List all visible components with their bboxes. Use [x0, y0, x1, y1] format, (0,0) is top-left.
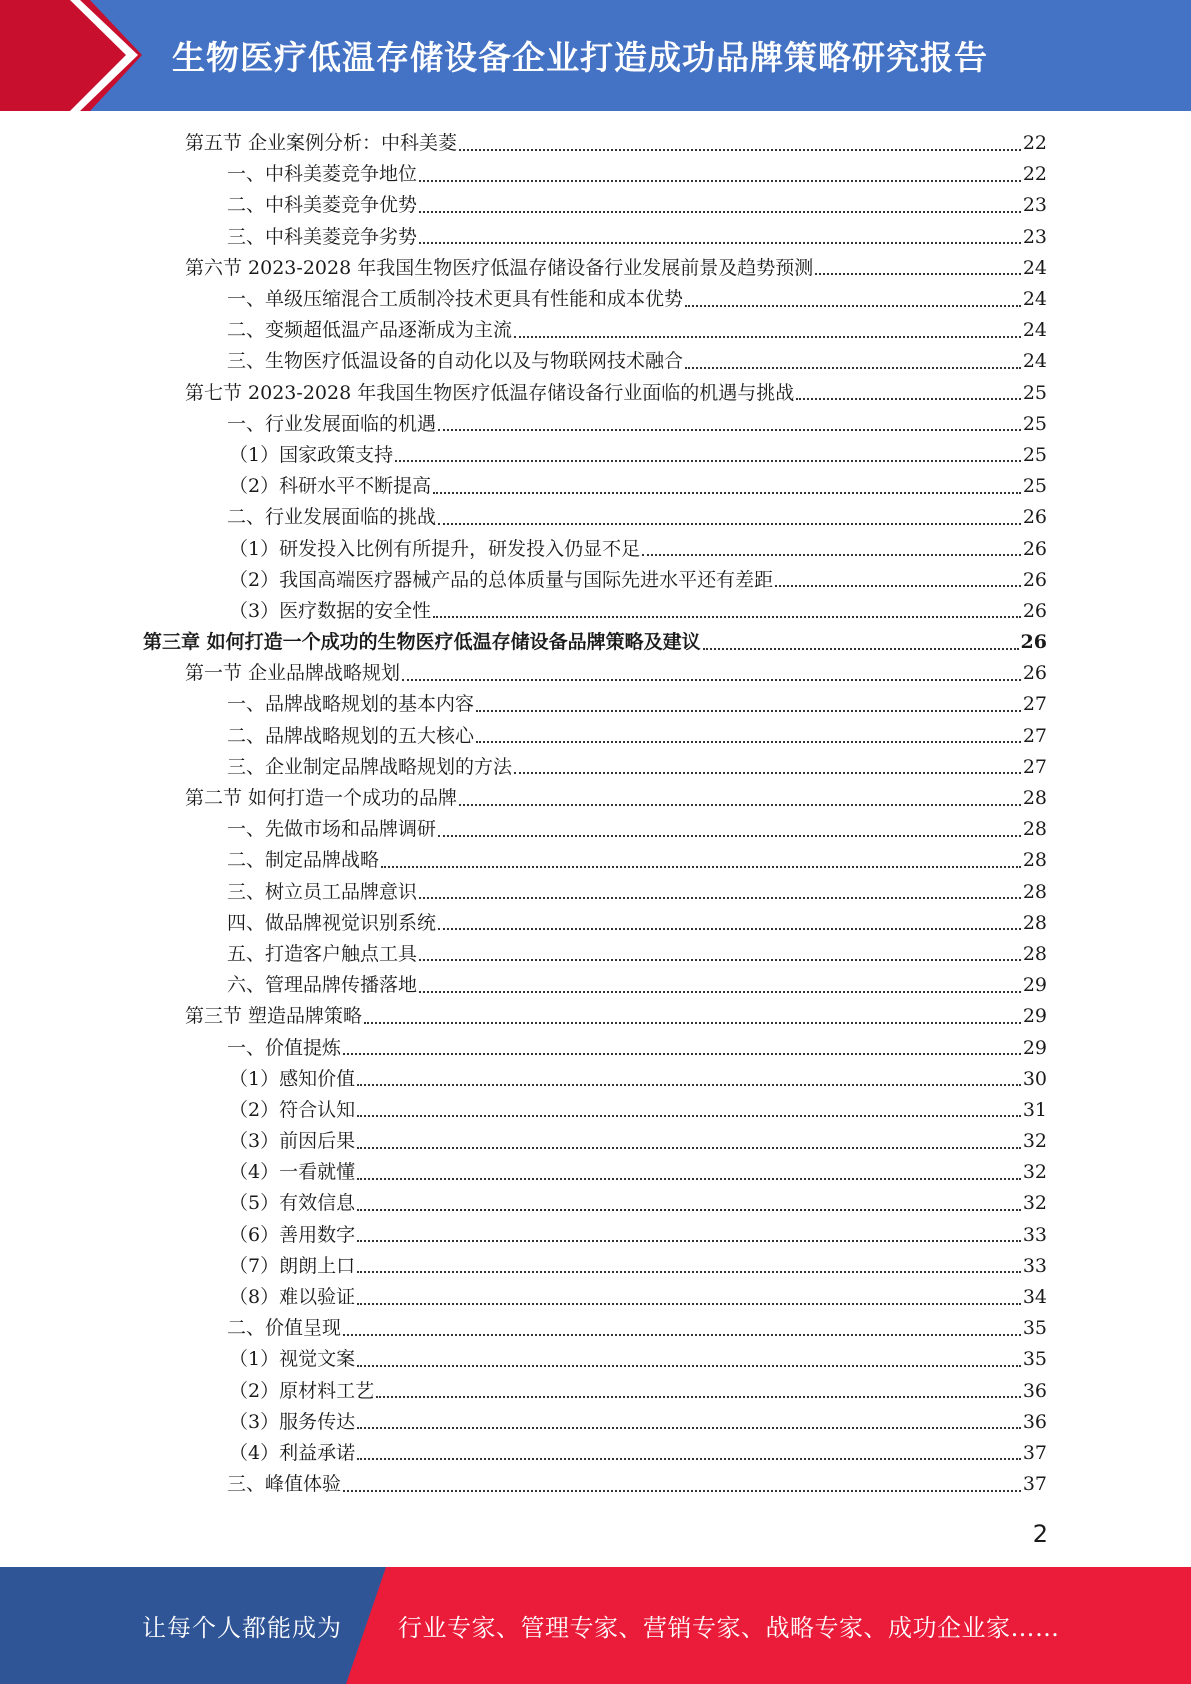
toc-entry[interactable] — [0, 1095, 1191, 1126]
toc-entry-page: 29 — [1022, 1005, 1047, 1028]
toc-entry[interactable] — [0, 845, 1191, 876]
toc-entry-page: 26 — [1022, 599, 1047, 622]
toc-entry-page: 29 — [1022, 1036, 1047, 1059]
toc-entry[interactable] — [0, 1126, 1191, 1157]
toc-entry-page: 25 — [1022, 381, 1047, 404]
toc-entry-page: 25 — [1022, 412, 1047, 435]
toc-entry-label: 四、做品牌视觉识别系统 — [227, 911, 437, 934]
toc-entry-page: 25 — [1022, 475, 1047, 498]
toc-entry-label: （3）服务传达 — [229, 1410, 356, 1433]
toc-entry-label: 二、行业发展面临的挑战 — [227, 506, 437, 529]
toc-entry-page: 28 — [1022, 880, 1047, 903]
toc-entry[interactable] — [0, 440, 1191, 471]
toc-dot-leader — [364, 1022, 1021, 1024]
toc-dot-leader — [357, 1240, 1021, 1242]
toc-entry-page: 31 — [1022, 1098, 1047, 1121]
toc-dot-leader — [357, 1115, 1021, 1117]
toc-dot-leader — [357, 1084, 1021, 1086]
toc-entry-page: 28 — [1022, 849, 1047, 872]
toc-dot-leader — [796, 398, 1021, 400]
page-footer — [0, 1567, 1191, 1684]
toc-entry-label: 三、峰值体验 — [227, 1473, 342, 1496]
toc-entry-page: 24 — [1022, 256, 1047, 279]
toc-dot-leader — [357, 1147, 1021, 1149]
toc-entry-label: 第七节 2023-2028 年我国生物医疗低温存储设备行业面临的机遇与挑战 — [185, 381, 795, 404]
toc-dot-leader — [357, 1209, 1021, 1211]
toc-entry-page: 28 — [1022, 911, 1047, 934]
toc-entry-page: 36 — [1022, 1410, 1047, 1433]
toc-entry-label: 二、价值呈现 — [227, 1317, 342, 1340]
toc-entry-label: （2）符合认知 — [229, 1098, 356, 1121]
toc-entry-page: 32 — [1022, 1130, 1047, 1153]
toc-entry-label: 第三章 如何打造一个成功的生物医疗低温存储设备品牌策略及建议 — [143, 631, 701, 654]
toc-dot-leader — [438, 835, 1021, 837]
toc-entry-page: 37 — [1022, 1441, 1047, 1464]
toc-entry-label: 五、打造客户触点工具 — [227, 942, 418, 965]
toc-entry-page: 26 — [1022, 568, 1047, 591]
toc-entry-page: 36 — [1022, 1379, 1047, 1402]
toc-dot-leader — [775, 585, 1021, 587]
toc-entry-page: 33 — [1022, 1254, 1047, 1277]
toc-entry-page: 28 — [1022, 942, 1047, 965]
toc-entry-label: 三、生物医疗低温设备的自动化以及与物联网技术融合 — [227, 350, 684, 373]
toc-entry[interactable] — [0, 658, 1191, 689]
toc-entry[interactable] — [0, 346, 1191, 377]
toc-entry-label: （1）感知价值 — [229, 1067, 356, 1090]
toc-dot-leader — [703, 648, 1019, 650]
toc-entry-page: 28 — [1022, 818, 1047, 841]
toc-dot-leader — [395, 460, 1021, 462]
toc-dot-leader — [357, 1458, 1021, 1460]
toc-dot-leader — [459, 149, 1021, 151]
toc-entry[interactable] — [0, 689, 1191, 720]
toc-entry-label: 三、企业制定品牌战略规划的方法 — [227, 755, 513, 778]
toc-dot-leader — [357, 1365, 1021, 1367]
toc-entry-page: 35 — [1022, 1317, 1047, 1340]
toc-entry[interactable] — [0, 970, 1191, 1001]
toc-entry-page: 24 — [1022, 319, 1047, 342]
toc-dot-leader — [685, 367, 1021, 369]
toc-entry[interactable] — [0, 939, 1191, 970]
toc-entry-label: 第二节 如何打造一个成功的品牌 — [185, 787, 458, 810]
toc-entry-page: 26 — [1022, 506, 1047, 529]
toc-entry-label: （2）原材料工艺 — [229, 1379, 375, 1402]
toc-entry-label: 一、单级压缩混合工质制冷技术更具有性能和成本优势 — [227, 288, 684, 311]
toc-entry-page: 26 — [1022, 662, 1047, 685]
toc-entry-label: （4）一看就懂 — [229, 1161, 356, 1184]
toc-entry-page: 26 — [1022, 537, 1047, 560]
toc-dot-leader — [476, 741, 1021, 743]
toc-entry-label: （7）朗朗上口 — [229, 1254, 356, 1277]
toc-dot-leader — [357, 1303, 1021, 1305]
toc-dot-leader — [419, 242, 1021, 244]
toc-dot-leader — [343, 1053, 1021, 1055]
toc-entry-label: （5）有效信息 — [229, 1192, 356, 1215]
toc-entry[interactable] — [0, 596, 1191, 627]
toc-dot-leader — [642, 554, 1021, 556]
toc-entry-page: 32 — [1022, 1192, 1047, 1215]
toc-entry-label: （8）难以验证 — [229, 1286, 356, 1309]
toc-dot-leader — [419, 959, 1021, 961]
toc-entry[interactable] — [0, 1251, 1191, 1282]
toc-entry[interactable] — [0, 1282, 1191, 1313]
toc-dot-leader — [433, 492, 1021, 494]
toc-entry[interactable] — [0, 222, 1191, 253]
toc-dot-leader — [476, 710, 1021, 712]
toc-entry-page: 33 — [1022, 1223, 1047, 1246]
toc-dot-leader — [402, 679, 1021, 681]
report-title: 生物医疗低温存储设备企业打造成功品牌策略研究报告 — [172, 38, 988, 77]
toc-dot-leader — [514, 336, 1021, 338]
toc-entry-page: 24 — [1022, 288, 1047, 311]
page-header — [0, 0, 1191, 111]
toc-entry-page: 30 — [1022, 1067, 1047, 1090]
toc-entry[interactable] — [0, 315, 1191, 346]
toc-entry[interactable] — [0, 471, 1191, 502]
toc-dot-leader — [514, 772, 1021, 774]
toc-entry-page: 27 — [1022, 755, 1047, 778]
toc-entry-label: （3）前因后果 — [229, 1130, 356, 1153]
toc-entry-page: 22 — [1022, 132, 1047, 155]
toc-entry[interactable] — [0, 908, 1191, 939]
toc-dot-leader — [419, 211, 1021, 213]
toc-dot-leader — [343, 1334, 1021, 1336]
toc-entry-page: 29 — [1022, 974, 1047, 997]
toc-entry-page: 24 — [1022, 350, 1047, 373]
toc-entry-label: 一、先做市场和品牌调研 — [227, 818, 437, 841]
toc-dot-leader — [815, 273, 1021, 275]
toc-dot-leader — [419, 991, 1021, 993]
toc-entry-page: 27 — [1022, 724, 1047, 747]
toc-entry-label: （1）视觉文案 — [229, 1348, 356, 1371]
toc-entry[interactable] — [0, 190, 1191, 221]
header-red-arrow — [0, 0, 142, 111]
toc-entry[interactable] — [0, 1032, 1191, 1063]
toc-entry-label: 三、树立员工品牌意识 — [227, 880, 418, 903]
toc-entry-page: 26 — [1020, 631, 1047, 654]
toc-entry[interactable] — [0, 783, 1191, 814]
toc-entry-label: 二、变频超低温产品逐渐成为主流 — [227, 319, 513, 342]
toc-dot-leader — [357, 1427, 1021, 1429]
toc-entry[interactable] — [0, 159, 1191, 190]
toc-entry[interactable] — [0, 1344, 1191, 1375]
toc-entry-label: （6）善用数字 — [229, 1223, 356, 1246]
toc-entry-label: 第五节 企业案例分析：中科美菱 — [185, 132, 458, 155]
toc-entry-label: 六、管理品牌传播落地 — [227, 974, 418, 997]
toc-dot-leader — [357, 1178, 1021, 1180]
toc-entry-label: 第三节 塑造品牌策略 — [185, 1005, 363, 1028]
toc-entry[interactable] — [0, 1438, 1191, 1469]
toc-entry[interactable] — [0, 1376, 1191, 1407]
toc-entry-label: （2）我国高端医疗器械产品的总体质量与国际先进水平还有差距 — [229, 568, 774, 591]
toc-entry-label: 二、中科美菱竞争优势 — [227, 194, 418, 217]
toc-entry-label: 二、品牌战略规划的五大核心 — [227, 724, 475, 747]
toc-dot-leader — [459, 804, 1021, 806]
toc-dot-leader — [419, 180, 1021, 182]
page-number: 2 — [1032, 1520, 1048, 1548]
footer-slogan-right: 行业专家、管理专家、营销专家、战略专家、成功企业家…… — [398, 1614, 1060, 1642]
toc-dot-leader — [419, 897, 1021, 899]
toc-entry-label: 一、中科美菱竞争地位 — [227, 163, 418, 186]
toc-entry[interactable] — [0, 1313, 1191, 1344]
toc-entry-label: 三、中科美菱竞争劣势 — [227, 225, 418, 248]
toc-entry[interactable] — [0, 1469, 1191, 1500]
toc-entry-label: （3）医疗数据的安全性 — [229, 599, 432, 622]
toc-entry[interactable] — [0, 1220, 1191, 1251]
toc-entry[interactable] — [0, 533, 1191, 564]
toc-entry[interactable] — [0, 502, 1191, 533]
footer-slogan-left: 让每个人都能成为 — [142, 1614, 342, 1642]
toc-dot-leader — [438, 523, 1021, 525]
toc-entry-page: 23 — [1022, 194, 1047, 217]
toc-entry-label: 第六节 2023-2028 年我国生物医疗低温存储设备行业发展前景及趋势预测 — [185, 256, 814, 279]
toc-dot-leader — [433, 616, 1021, 618]
toc-dot-leader — [685, 305, 1021, 307]
toc-entry-label: 一、价值提炼 — [227, 1036, 342, 1059]
toc-dot-leader — [381, 866, 1021, 868]
toc-entry[interactable] — [0, 1001, 1191, 1032]
toc-entry-label: 一、品牌战略规划的基本内容 — [227, 693, 475, 716]
toc-entry-label: （1）国家政策支持 — [229, 443, 394, 466]
toc-entry-label: （1）研发投入比例有所提升，研发投入仍显不足 — [229, 537, 641, 560]
toc-entry-label: 第一节 企业品牌战略规划 — [185, 662, 401, 685]
toc-entry[interactable] — [0, 1064, 1191, 1095]
toc-dot-leader — [357, 1271, 1021, 1273]
toc-entry-label: 二、制定品牌战略 — [227, 849, 380, 872]
toc-entry[interactable] — [0, 284, 1191, 315]
toc-dot-leader — [376, 1396, 1021, 1398]
toc-entry-page: 32 — [1022, 1161, 1047, 1184]
toc-dot-leader — [438, 928, 1021, 930]
toc-entry-label: （2）科研水平不断提高 — [229, 475, 432, 498]
toc-entry-label: 一、行业发展面临的机遇 — [227, 412, 437, 435]
toc-entry-page: 22 — [1022, 163, 1047, 186]
toc-entry[interactable] — [0, 752, 1191, 783]
toc-entry[interactable] — [0, 1407, 1191, 1438]
toc-entry[interactable] — [0, 877, 1191, 908]
toc-entry[interactable] — [0, 378, 1191, 409]
toc-entry[interactable] — [0, 1188, 1191, 1219]
toc-entry-page: 37 — [1022, 1473, 1047, 1496]
toc-entry[interactable] — [0, 721, 1191, 752]
toc-entry[interactable] — [0, 565, 1191, 596]
toc-entry[interactable] — [0, 1157, 1191, 1188]
toc-entry[interactable] — [0, 627, 1191, 658]
toc-entry-page: 25 — [1022, 443, 1047, 466]
toc-entry-page: 35 — [1022, 1348, 1047, 1371]
toc-entry[interactable] — [0, 128, 1191, 159]
toc-entry[interactable] — [0, 814, 1191, 845]
toc-entry[interactable] — [0, 409, 1191, 440]
toc-entry[interactable] — [0, 253, 1191, 284]
toc-dot-leader — [343, 1490, 1021, 1492]
table-of-contents — [0, 128, 1191, 1500]
toc-entry-page: 27 — [1022, 693, 1047, 716]
toc-entry-page: 34 — [1022, 1286, 1047, 1309]
toc-entry-page: 28 — [1022, 787, 1047, 810]
toc-entry-page: 23 — [1022, 225, 1047, 248]
toc-dot-leader — [438, 429, 1021, 431]
toc-entry-label: （4）利益承诺 — [229, 1441, 356, 1464]
